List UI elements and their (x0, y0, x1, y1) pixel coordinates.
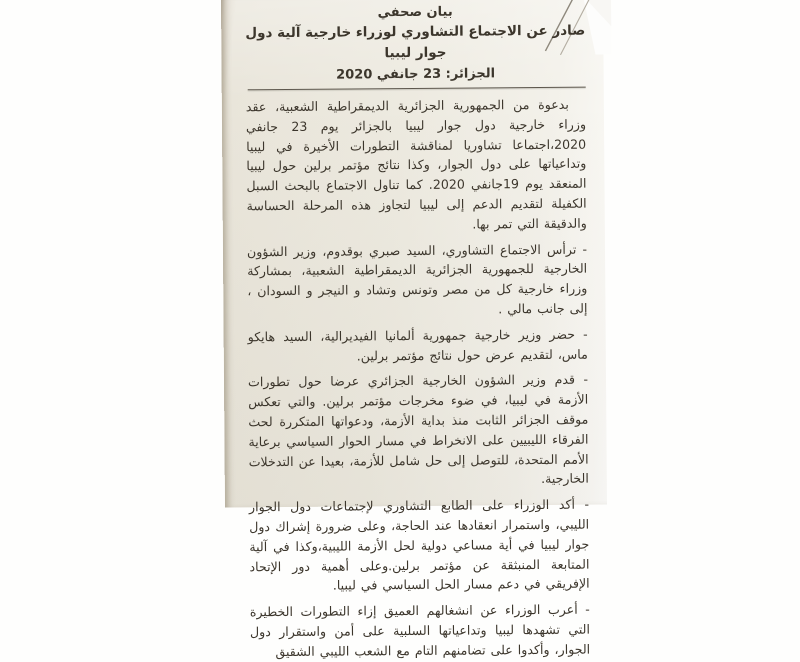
press-release-subtitle: صادر عن الاجتماع التشاوري لوزراء خارجية آلية دول جوار ليبيا (245, 22, 586, 62)
document-header (245, 3, 586, 87)
body-paragraph: - ترأس الاجتماع التشاوري، السيد صبري بوقدوم، وزير الشؤون الخارجية للجمهورية الجزائرية الديمقراطية الشعبية، بمشاركة وزراء خارجية كل من مصر وتونس وتشاد و النيجر و السودان ، إلى جانب مالي . (246, 241, 588, 317)
document-body (246, 95, 590, 662)
header-divider (248, 87, 586, 91)
press-release-title: بيان صحفي (377, 4, 453, 21)
body-paragraph: - أكد الوزراء على الطابع التشاوري لإجتماعات دول الجوار الليبي، واستمرار انعقادها عند الحاجة، وعلى ضرورة إشراك دول جوار ليبيا في أية مساعي دولية لحل الأزمة الليبية،وكذا في آلية المتابعة المنبثقة عن مؤتمر برلين.وعلى أهمية دور الإتحاد الإفريقي في دعم مسار الحل السياسي في ليبيا. (248, 496, 590, 593)
body-paragraph: - أعرب الوزراء عن انشغالهم العميق إزاء التطورات الخطيرة التي تشهدها ليبيا وتداعياتها السلبية على أمن واستقرار دول الجوار، وأكدوا على تضامنهم التام مع الشعب الليبي الشقيق (249, 601, 591, 659)
press-release-page (221, 0, 607, 659)
body-paragraph: - حضر وزير خارجية جمهورية ألمانيا الفيديرالية، السيد هايكو ماس، لتقديم عرض حول نتائج مؤتمر برلين. (247, 326, 588, 364)
body-paragraph: بدعوة من الجمهورية الجزائرية الديمقراطية الشعبية، عقد وزراء خارجية دول جوار ليبيا بالجزائر يوم 23 جانفي 2020،اجتماعا تشاوريا لمناقشة التطورات الأخيرة في ليبيا وتداعياتها على دول الجوار، وكذا نتائج مؤتمر برلين حول ليبيا المنعقد يوم 19جانفي 2020. كما تناول الاجتماع بالبحث السبل الكفيلة لتقديم الدعم إلى ليبيا لتجاوز هذه المرحلة الحساسة والدقيقة التي تمر بها. (245, 96, 587, 232)
document-dateline: الجزائر: 23 جانفي 2020 (336, 66, 496, 83)
body-paragraph: - قدم وزير الشؤون الخارجية الجزائري عرضا حول تطورات الأزمة في ليبيا، في ضوء مخرجات مؤتمر برلين. والتي تعكس موقف الجزائر الثابت منذ بداية الأزمة، ودعواتها المتكررة لحث الفرقاء الليبيين على الانخراط في مسار الحوار السياسي برعاية الأمم المتحدة، للتوصل إلى حل شامل للأزمة، بعيدا عن التدخلات الخارجية. (247, 371, 589, 487)
document-content (221, 0, 608, 662)
